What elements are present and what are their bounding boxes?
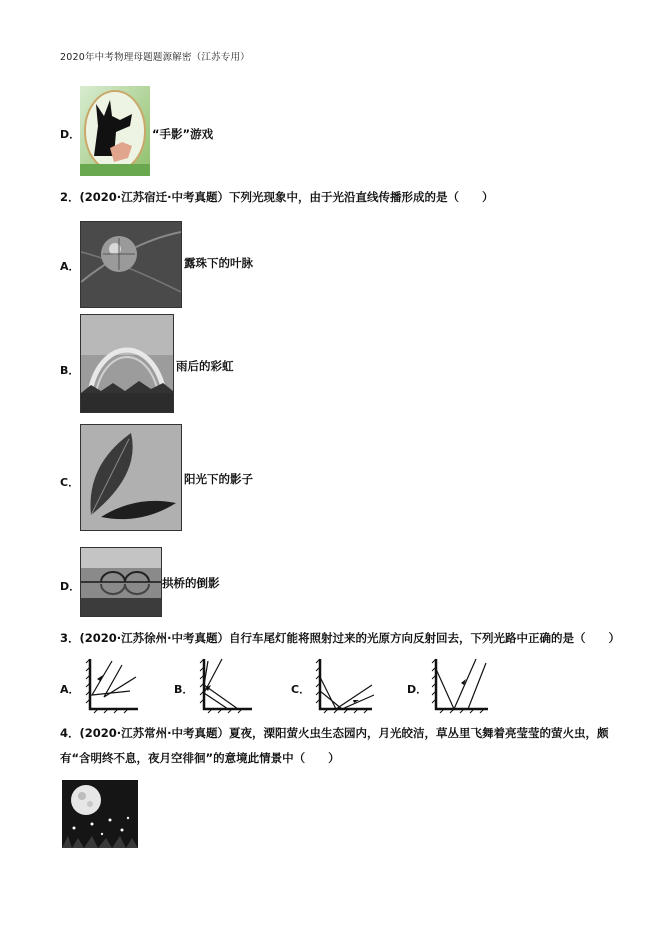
option-caption-d: “手影”游戏 (152, 127, 214, 141)
q2-option-caption-b: 雨后的彩虹 (176, 359, 234, 373)
q3-diagram-d (430, 655, 492, 715)
q2-option-label-b: B． (60, 364, 80, 377)
question-4-stem-line1: 4．(2020·江苏常州·中考真题）夏夜，溧阳萤火虫生态园内，月光皎洁，草丛里飞舞着亮莹莹的萤火虫，颇 (60, 726, 609, 740)
dewdrop-leaf-image (80, 221, 182, 308)
rainbow-image (80, 314, 174, 413)
q3-diagram-b (198, 655, 254, 715)
q2-option-caption-a: 露珠下的叶脉 (184, 256, 253, 270)
q3-option-label-b: B． (174, 683, 194, 696)
option-label-d: D． (60, 128, 81, 141)
moon-fireflies-image (62, 780, 138, 848)
q3-option-label-a: A． (60, 683, 80, 696)
q3-option-label-c: C． (291, 683, 311, 696)
q3-diagram-c (314, 655, 376, 715)
hand-shadow-image (80, 86, 150, 176)
question-3-stem: 3．(2020·江苏徐州·中考真题）自行车尾灯能将照射过来的光原方向反射回去，下列光路中正确的是（ ） (60, 631, 620, 645)
q3-option-label-d: D． (407, 683, 428, 696)
question-2-stem: 2．(2020·江苏宿迁·中考真题）下列光现象中，由于光沿直线传播形成的是（ ） (60, 190, 494, 204)
question-4-stem-line2: 有“含明终不息，夜月空徘徊”的意境此情景中（ ） (60, 751, 340, 765)
q2-option-label-a: A． (60, 260, 80, 273)
page-header: 2020年中考物理母题题源解密（江苏专用） (60, 52, 250, 63)
q3-diagram-a (84, 655, 140, 715)
q2-option-label-d: D． (60, 580, 81, 593)
arch-bridge-reflection-image (80, 547, 162, 617)
q2-option-caption-d: 拱桥的倒影 (162, 576, 220, 590)
q2-option-caption-c: 阳光下的影子 (184, 472, 253, 486)
leaf-shadow-image (80, 424, 182, 531)
q2-option-label-c: C． (60, 476, 80, 489)
